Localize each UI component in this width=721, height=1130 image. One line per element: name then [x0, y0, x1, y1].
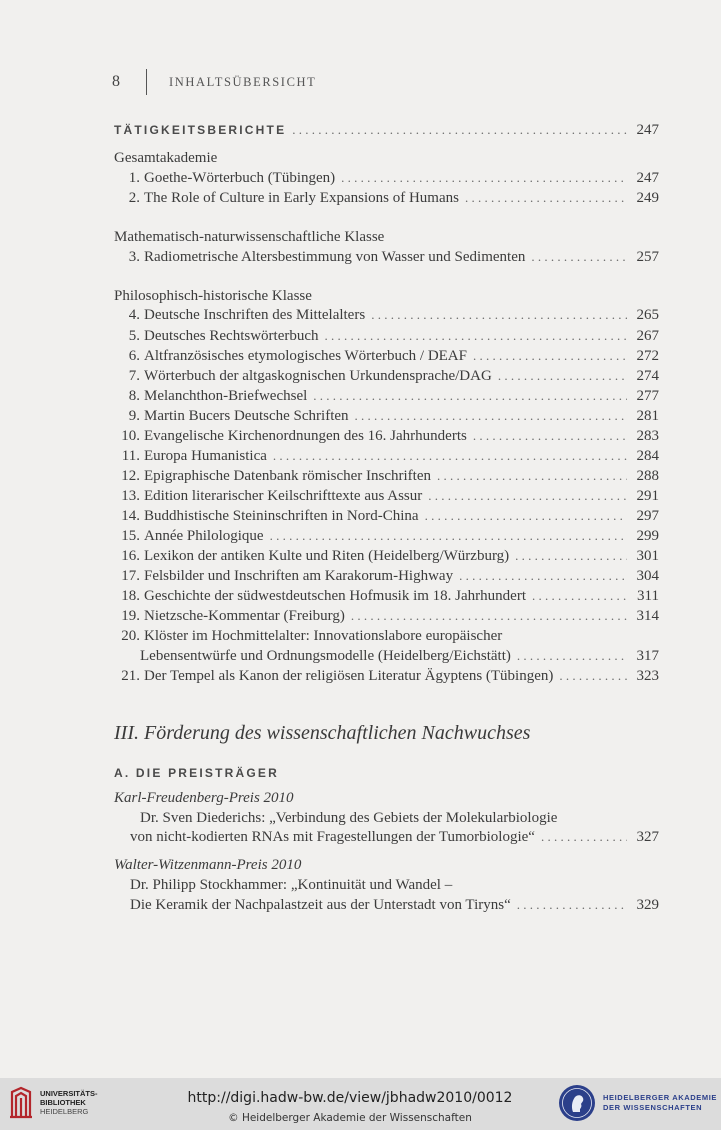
page-ref: 247 [636, 170, 659, 186]
page-ref: 277 [636, 388, 659, 404]
dot-leader [292, 122, 627, 138]
entry-number: 9. [128, 408, 140, 424]
entry-number: 10. [121, 428, 140, 444]
toc-entry[interactable] [114, 548, 659, 568]
dot-leader [498, 368, 627, 384]
dot-leader [473, 348, 627, 364]
entry-title: Buddhistische Steininschriften in Nord-China [144, 508, 419, 524]
dot-leader [355, 408, 627, 424]
dot-leader [428, 488, 627, 504]
digitization-footer [0, 1078, 721, 1130]
entry-number: 12. [121, 468, 140, 484]
toc-entry[interactable] [114, 488, 659, 508]
page-ref: 299 [636, 528, 659, 544]
dot-leader [532, 588, 627, 604]
prize-entry-line[interactable]: Dr. Philipp Stockhammer: „Kontinuität und Wandel – [130, 877, 453, 893]
entry-title: Felsbilder und Inschriften am Karakorum-Highway [144, 568, 454, 584]
page-ref: 323 [636, 668, 659, 684]
dot-leader [371, 307, 627, 323]
section-heading-iii: III. Förderung des wissenschaftlichen Nachwuchses [114, 722, 531, 744]
page-ref: 247 [636, 122, 659, 138]
entry-number: 21. [121, 668, 140, 684]
dot-leader [459, 568, 627, 584]
entry-title: Geschichte der südwestdeutschen Hofmusik im 18. Jahrhundert [144, 588, 526, 604]
toc-entry[interactable] [114, 668, 659, 688]
page-ref: 288 [636, 468, 659, 484]
page-ref: 265 [636, 307, 659, 323]
entry-number: 14. [121, 508, 140, 524]
dot-leader [325, 328, 627, 344]
toc-entry[interactable] [114, 307, 659, 327]
toc-heading-taetigkeitsberichte[interactable] [114, 122, 659, 142]
academy-line-1: HEIDELBERGER AKADEMIE [603, 1093, 717, 1102]
toc-entry[interactable] [114, 408, 659, 428]
page-header [112, 70, 316, 94]
toc-entry[interactable] [114, 508, 659, 528]
toc-entry[interactable] [114, 170, 659, 190]
toc-entry[interactable] [114, 428, 659, 448]
entry-title: Lexikon der antiken Kulte und Riten (Heidelberg/Würzburg) [144, 548, 510, 564]
dot-leader [341, 170, 627, 186]
entry-title: Nietzsche-Kommentar (Freiburg) [144, 608, 345, 624]
toc-entry[interactable] [114, 388, 659, 408]
dot-leader [437, 468, 627, 484]
page-number: 8 [112, 73, 120, 90]
copyright-notice: © Heidelberger Akademie der Wissenschaften [228, 1112, 472, 1124]
academy-name [603, 1093, 717, 1113]
page-ref: 317 [636, 648, 659, 664]
entry-title: Deutsches Rechtswörterbuch [144, 328, 319, 344]
entry-title: Der Tempel als Kanon der religiösen Literatur Ägyptens (Tübingen) [144, 668, 554, 684]
section-caps-heading: A. DIE PREISTRÄGER [114, 766, 279, 780]
entry-number: 13. [121, 488, 140, 504]
academy-seal-icon [558, 1084, 596, 1122]
entry-title: Radiometrische Altersbestimmung von Wasser und Sedimenten [144, 249, 526, 265]
entry-number: 1. [128, 170, 140, 186]
page-ref: 281 [636, 408, 659, 424]
group-label-phil-hist: Philosophisch-historische Klasse [114, 288, 312, 304]
entry-number: 15. [121, 528, 140, 544]
entry-number: 6. [128, 348, 140, 364]
page-ref: 304 [636, 568, 659, 584]
header-divider [146, 69, 147, 95]
subsection-heading [114, 766, 659, 786]
page-ref: 274 [636, 368, 659, 384]
page-ref: 283 [636, 428, 659, 444]
university-library-logo-icon [8, 1086, 34, 1120]
library-city: HEIDELBERG [40, 1107, 89, 1116]
entry-number: 7. [128, 368, 140, 384]
prize-entry-text: von nicht-kodierten RNAs mit Fragestellungen der Tumorbiologie“ [130, 829, 535, 845]
prize-name: Karl-Freudenberg-Preis 2010 [114, 790, 294, 806]
prize-name: Walter-Witzenmann-Preis 2010 [114, 857, 302, 873]
entry-number: 18. [121, 588, 140, 604]
toc-entry-continuation[interactable] [140, 648, 659, 668]
page-ref: 272 [636, 348, 659, 364]
academy-line-2: DER WISSENSCHAFTEN [603, 1103, 703, 1112]
entry-title: Edition literarischer Keilschrifttexte aus Assur [144, 488, 423, 504]
page-ref: 249 [636, 190, 659, 206]
page-ref: 314 [636, 608, 659, 624]
entry-title: Altfranzösisches etymologisches Wörterbuch / DEAF [144, 348, 467, 364]
entry-title: Melanchthon-Briefwechsel [144, 388, 308, 404]
entry-number: 19. [121, 608, 140, 624]
entry-number: 17. [121, 568, 140, 584]
permalink-url[interactable]: http://digi.hadw-bw.de/view/jbhadw2010/0012 [187, 1090, 513, 1106]
toc-entry[interactable] [114, 190, 659, 210]
toc-entry[interactable] [114, 448, 659, 468]
entry-number: 20. [121, 628, 140, 644]
dot-leader [517, 648, 627, 664]
toc-entry[interactable] [114, 468, 659, 488]
toc-entry[interactable] [114, 249, 659, 269]
entry-title: Klöster im Hochmittelalter: Innovationslabore europäischer [144, 628, 503, 644]
entry-number: 5. [128, 328, 140, 344]
page-ref: 257 [636, 249, 659, 265]
page-ref: 311 [637, 588, 659, 604]
toc-entry-first-line[interactable] [114, 628, 659, 648]
entry-number: 16. [121, 548, 140, 564]
dot-leader [517, 897, 627, 913]
toc-entry[interactable] [114, 368, 659, 388]
entry-number: 11. [121, 448, 140, 464]
entry-title: Epigraphische Datenbank römischer Inschriften [144, 468, 431, 484]
dot-leader [425, 508, 627, 524]
dot-leader [313, 388, 627, 404]
group-label-math-nat: Mathematisch-naturwissenschaftliche Klasse [114, 229, 385, 245]
library-line-2: BIBLIOTHEK [40, 1098, 86, 1107]
entry-number: 8. [128, 388, 140, 404]
toc-entry[interactable] [114, 588, 659, 608]
dot-leader [541, 829, 627, 845]
entry-title: Wörterbuch der altgaskognischen Urkundensprache/DAG [144, 368, 492, 384]
page-ref: 284 [636, 448, 659, 464]
entry-title: Année Philologique [144, 528, 264, 544]
entry-title: Evangelische Kirchenordnungen des 16. Jahrhunderts [144, 428, 467, 444]
toc-entry[interactable] [114, 348, 659, 368]
page-ref: 267 [636, 328, 659, 344]
entry-title-continued: Lebensentwürfe und Ordnungsmodelle (Heidelberg/Eichstätt) [140, 648, 511, 664]
section-caps-heading: TÄTIGKEITSBERICHTE [114, 123, 287, 137]
toc-entry[interactable] [114, 528, 659, 548]
dot-leader [465, 190, 627, 206]
dot-leader [515, 548, 627, 564]
entry-title: Europa Humanistica [144, 448, 267, 464]
prize-entry-line[interactable] [130, 897, 659, 917]
toc-entry[interactable] [114, 568, 659, 588]
entry-number: 3. [128, 249, 140, 265]
dot-leader [273, 448, 627, 464]
dot-leader [270, 528, 627, 544]
dot-leader [559, 668, 627, 684]
prize-entry-text: Die Keramik der Nachpalastzeit aus der Unterstadt von Tiryns“ [130, 897, 511, 913]
entry-title: The Role of Culture in Early Expansions of Humans [144, 190, 459, 206]
page-ref: 301 [636, 548, 659, 564]
dot-leader [351, 608, 627, 624]
page-ref: 327 [636, 829, 659, 845]
page-ref: 297 [636, 508, 659, 524]
entry-title: Deutsche Inschriften des Mittelalters [144, 307, 366, 323]
university-library-name [40, 1089, 98, 1116]
toc-entry[interactable] [114, 608, 659, 628]
entry-title: Martin Bucers Deutsche Schriften [144, 408, 349, 424]
entry-number: 4. [128, 307, 140, 323]
library-line-1: UNIVERSITÄTS- [40, 1089, 98, 1098]
toc-entry[interactable] [114, 328, 659, 348]
running-title: INHALTSÜBERSICHT [169, 74, 317, 89]
entry-number: 2. [128, 190, 140, 206]
entry-title: Goethe-Wörterbuch (Tübingen) [144, 170, 336, 186]
dot-leader [473, 428, 627, 444]
dot-leader [531, 249, 627, 265]
prize-entry-line[interactable] [130, 829, 659, 849]
page-ref: 329 [636, 897, 659, 913]
page-ref: 291 [636, 488, 659, 504]
prize-entry-line[interactable]: Dr. Sven Diederichs: „Verbindung des Gebiets der Molekularbiologie [140, 810, 558, 826]
group-label-gesamtakademie: Gesamtakademie [114, 150, 218, 166]
